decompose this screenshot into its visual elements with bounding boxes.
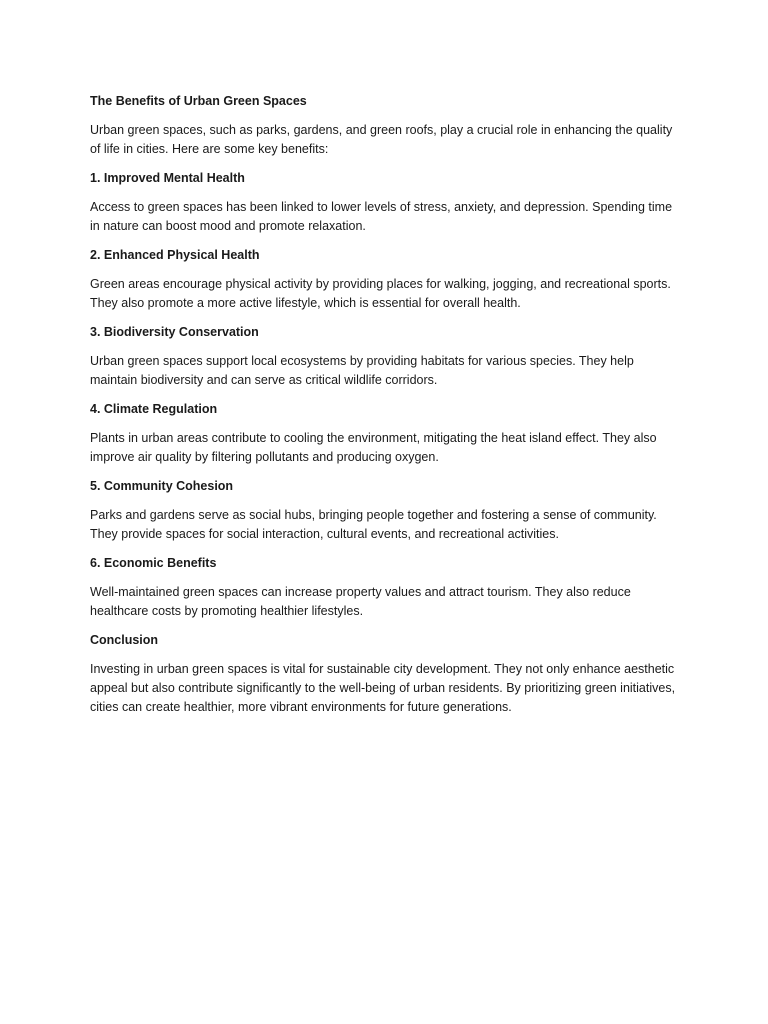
intro-paragraph: Urban green spaces, such as parks, gardens, and green roofs, play a crucial role in enhancing the quality of life in cities. Here are some key benefits: <box>90 123 673 156</box>
section-body: Green areas encourage physical activity by providing places for walking, jogging, and recreational sports. They also promote a more active lifestyle, which is essential for overall health. <box>90 277 671 310</box>
section-community <box>90 477 680 544</box>
section-body: Access to green spaces has been linked to lower levels of stress, anxiety, and depression. Spending time in nature can boost mood and promote relaxation. <box>90 200 673 233</box>
section-body: Parks and gardens serve as social hubs, bringing people together and fostering a sense of community. They provide spaces for social interaction, cultural events, and recreational activities. <box>90 508 657 541</box>
section-economic <box>90 554 680 621</box>
section-body: Well-maintained green spaces can increase property values and attract tourism. They also reduce healthcare costs by promoting healthier lifestyles. <box>90 585 631 618</box>
section-heading: 5. Community Cohesion <box>90 479 234 493</box>
section-biodiversity <box>90 323 680 390</box>
document-title: The Benefits of Urban Green Spaces <box>90 94 307 108</box>
section-body: Investing in urban green spaces is vital for sustainable city development. They not only enhance aesthetic appeal but also contribute significantly to the well-being of urban residents. By prioritizing green initiatives, cities can create healthier, more vibrant environments for future generations. <box>90 662 676 714</box>
section-heading: 6. Economic Benefits <box>90 556 217 570</box>
section-body: Urban green spaces support local ecosystems by providing habitats for various species. They help maintain biodiversity and can serve as critical wildlife corridors. <box>90 354 634 387</box>
section-climate <box>90 400 680 467</box>
section-mental-health <box>90 169 680 236</box>
section-heading: 1. Improved Mental Health <box>90 171 245 185</box>
section-heading: 3. Biodiversity Conservation <box>90 325 259 339</box>
section-heading: Conclusion <box>90 633 159 647</box>
section-body: Plants in urban areas contribute to cooling the environment, mitigating the heat island effect. They also improve air quality by filtering pollutants and producing oxygen. <box>90 431 657 464</box>
section-heading: 2. Enhanced Physical Health <box>90 248 260 262</box>
section-physical-health <box>90 246 680 313</box>
document-page <box>90 92 680 727</box>
section-conclusion <box>90 631 680 717</box>
section-heading: 4. Climate Regulation <box>90 402 218 416</box>
